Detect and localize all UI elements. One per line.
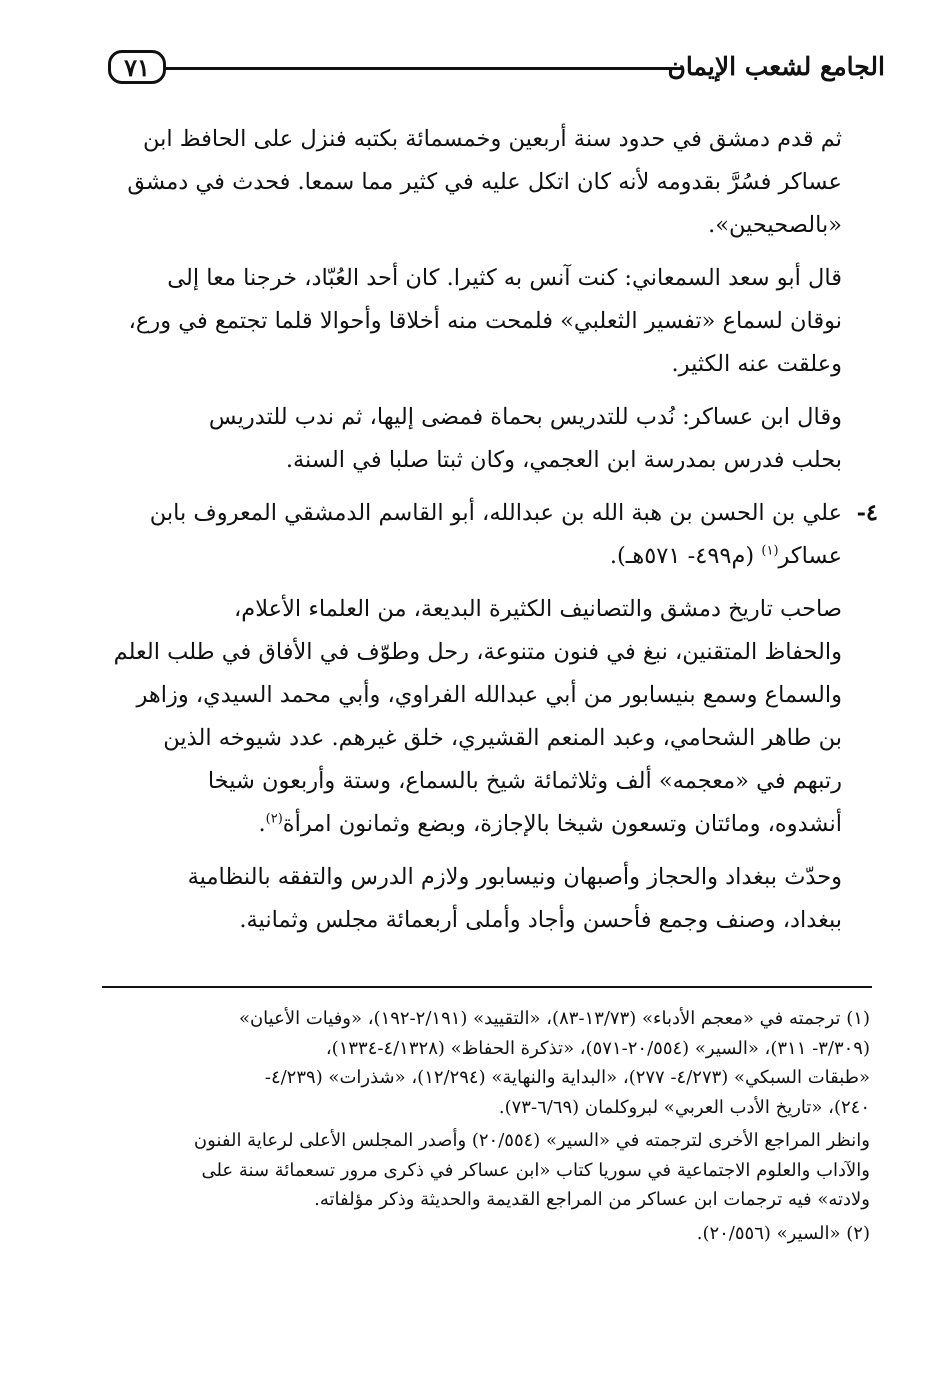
footnotes xyxy=(100,1004,870,1252)
footnote-1-continued xyxy=(100,1126,870,1215)
footnote-2: (٢) «السير» (٢٠/٥٥٦). xyxy=(696,1222,870,1244)
footnote-ref-1[interactable]: (١) xyxy=(761,543,779,559)
text-line: نوقان لسماع «تفسير الثعلبي» فلمحت منه أخلاقا وأحوالا قلما تجتمع في ورع، xyxy=(128,308,842,334)
paragraph-5 xyxy=(102,588,842,846)
footnote-ref-2[interactable]: (٢) xyxy=(265,811,283,827)
header-rule xyxy=(166,67,683,70)
text-line: وقال ابن عساكر: نُدب للتدريس بحماة فمضى إليها، ثم ندب للتدريس xyxy=(208,404,842,430)
paragraph-6 xyxy=(102,856,842,942)
footnote-line: وانظر المراجع الأخرى لترجمته في «السير» (٢٠/٥٥٤) وأصدر المجلس الأعلى لرعاية الفنون xyxy=(193,1130,870,1151)
text-line: صاحب تاريخ دمشق والتصانيف الكثيرة البديعة، من العلماء الأعلام، xyxy=(234,596,842,622)
text-line: والحفاظ المتقنين، نبغ في فنون متنوعة، رحل وطوّف في الأفاق في طلب العلم xyxy=(113,639,842,665)
main-text xyxy=(102,118,878,952)
footnote-1 xyxy=(100,1004,870,1122)
footnote-line: ولادته» فيه ترجمات ابن عساكر من المراجع القديمة والحديثة وذكر مؤلفاته. xyxy=(314,1189,870,1210)
text-line: ببغداد، وصنف وجمع فأحسن وأجاد وأملى أربعمائة مجلس وثمانية. xyxy=(239,907,842,933)
text-line: بحلب فدرس بمدرسة ابن العجمي، وكان ثبتا صلبا في السنة. xyxy=(285,447,842,473)
text-line: قال أبو سعد السمعاني: كنت آنس به كثيرا. كان أحد العُبّاد، خرجنا معا إلى xyxy=(167,265,842,291)
footnote-separator xyxy=(102,986,872,988)
text-line: بن طاهر الشحامي، وعبد المنعم القشيري، خلق غيرهم. عدد شيوخه الذين xyxy=(163,725,842,751)
text-line: وعلقت عنه الكثير. xyxy=(671,351,842,377)
footnote-line: (٣/٣٠٩- ٣١١)، «السير» (٢٠/٥٥٤-٥٧١)، «تذكرة الحفاظ» (٤/١٣٢٨-١٣٣٤)، xyxy=(325,1037,870,1059)
text-line: رتبهم في «معجمه» ألف وثلاثمائة شيخ بالسماع، وستة وأربعون شيخا xyxy=(207,768,842,794)
biography-entry-4 xyxy=(102,492,878,578)
paragraph-3 xyxy=(102,396,842,482)
text-span: . xyxy=(258,811,266,837)
entry-dates: (م٤٩٩- ٥٧١هـ). xyxy=(609,543,762,569)
entry-name: عساكر xyxy=(778,543,842,569)
text-line: عساكر فسُرَّ بقدومه لأنه كان اتكل عليه في كثير مما سمعا. فحدث في دمشق xyxy=(127,169,842,195)
page-number: ٧١ xyxy=(108,50,166,84)
footnote-line: (١) ترجمته في «معجم الأدباء» (١٣/٧٣-٨٣)، «التقييد» (٢/١٩١-١٩٢)، «وفيات الأعيان» xyxy=(238,1008,870,1029)
footnote-line: ٢٤٠)، «تاريخ الأدب العربي» لبروكلمان (٦/٦٩-٧٣). xyxy=(498,1096,870,1118)
text-line: وحدّث ببغداد والحجاز وأصبهان ونيسابور ولازم الدرس والتفقه بالنظامية xyxy=(187,864,842,890)
paragraph-2 xyxy=(102,257,842,386)
text-line xyxy=(102,535,842,578)
entry-number: ٤- xyxy=(856,500,878,526)
text-span: أنشدوه، ومائتان وتسعون شيخا بالإجازة، وبضع وثمانون امرأة xyxy=(282,811,842,837)
footnote-line: «طبقات السبكي» (٤/٢٧٣- ٢٧٧)، «البداية والنهاية» (١٢/٢٩٤)، «شذرات» (٤/٢٣٩- xyxy=(264,1067,870,1088)
text-line: ثم قدم دمشق في حدود سنة أربعين وخمسمائة بكتبه فنزل على الحافظ ابن xyxy=(143,126,842,152)
text-line: «بالصحيحين». xyxy=(708,212,842,238)
paragraph-1 xyxy=(102,118,842,247)
text-line: والسماع وسمع بنيسابور من أبي عبدالله الفراوي، وأبي محمد السيدي، وزاهر xyxy=(136,682,842,708)
text-line xyxy=(102,803,842,846)
footnote-line: والآداب والعلوم الاجتماعية في سوريا كتاب «ابن عساكر في ذكرى مرور تسعمائة سنة على xyxy=(201,1159,870,1181)
running-title: الجامع لشعب الإيمان xyxy=(667,52,885,81)
page-header xyxy=(100,38,885,100)
text-line: علي بن الحسن بن هبة الله بن عبدالله، أبو القاسم الدمشقي المعروف بابن xyxy=(149,500,842,526)
